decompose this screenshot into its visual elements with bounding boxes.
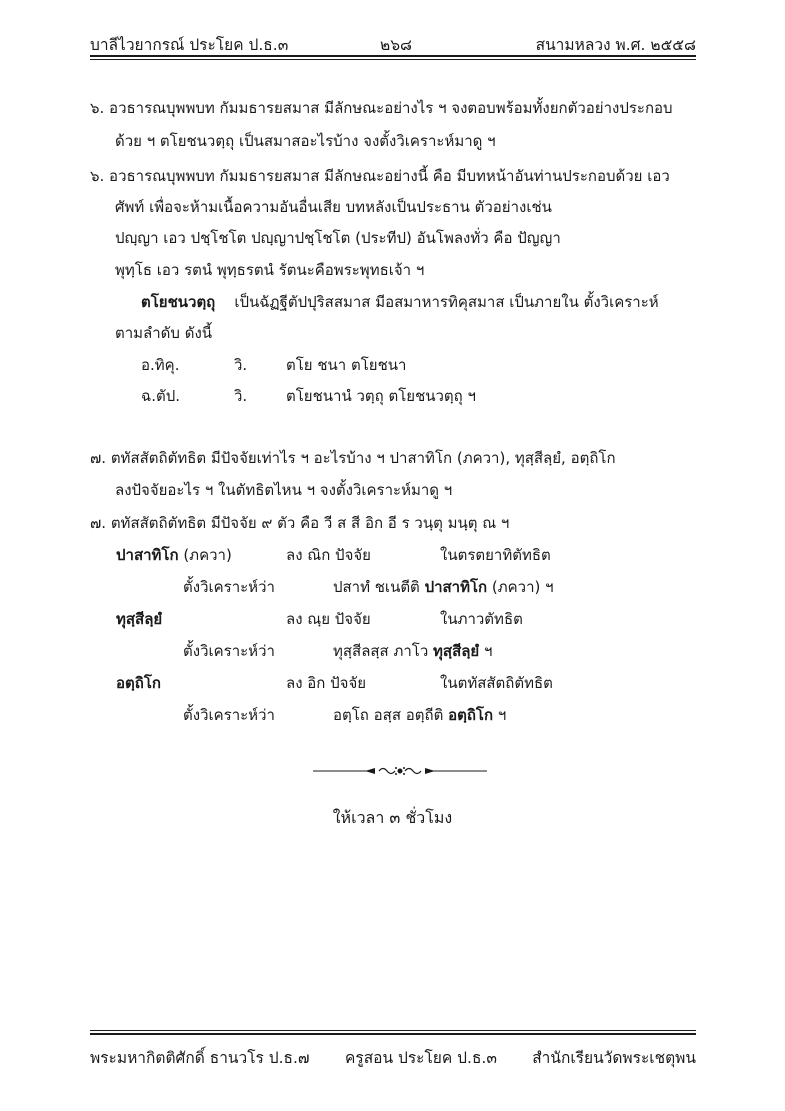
q6-term-desc-2: ตามลำดับ ดังนี้ [115, 324, 213, 342]
header-rule-thin [90, 59, 696, 60]
header-rule-thick [90, 55, 696, 57]
footer-center: ครูสอน ประโยค ป.ธ.๓ [345, 1049, 497, 1067]
q7-question-line-1: ๗. ตทัสสัตถิตัทธิต มีปัจจัยเท่าไร ฯ อะไรบ้าง ฯ ปาสาทิโก (ภควา), ทุสฺสีลฺยํ, อตฺถิโก [90, 449, 616, 467]
q6-question-line-2: ด้วย ฯ ตโยชนวตฺถุ เป็นสมาสอะไรบ้าง จงตั้งวิเคราะห์มาดู ฯ [115, 132, 496, 150]
time-note: ให้เวลา ๓ ชั่วโมง [332, 808, 453, 827]
q6-analysis-text-1: ตโย ชนา ตโยชนา [286, 356, 407, 374]
footer-left: พระมหากิตติศักดิ์ ธานวโร ป.ธ.๗ [90, 1049, 310, 1067]
q6-analysis-vi-2: วิ. [234, 387, 248, 405]
q6-answer-line-4: พุทฺโธ เอว รตนํ พุทฺธรตนํ รัตนะคือพระพุทธเจ้า ฯ [115, 261, 425, 279]
q6-term-line [141, 290, 659, 314]
q7-question-line-2: ลงปัจจัยอะไร ฯ ในตัทธิตไหน ฯ จงตั้งวิเคราะห์มาดู ฯ [115, 481, 453, 499]
q7-item-category-3: ในตทัสสัตถิตัทธิต [440, 674, 553, 692]
q7-item-suffix-3: ลง อิก ปัจจัย [286, 674, 367, 692]
q6-term-desc: เป็นฉัฏฐีตัปปุริสสมาส มีอสมาหารทิคุสมาส เป็นภายใน ตั้งวิเคราะห์ [234, 293, 659, 311]
q6-question-line-1: ๖. อวธารณบุพพบท กัมมธารยสมาส มีลักษณะอย่างไร ฯ จงตอบพร้อมทั้งยกตัวอย่างประกอบ [90, 99, 673, 117]
ornament-divider-icon [313, 766, 487, 776]
q7-item-category-1: ในตรตยาทิตัทธิต [440, 546, 551, 564]
q7-item-analysis-1: ปสาทํ ชเนตีติ ปาสาทิโก (ภควา) ฯ [333, 578, 554, 596]
q7-item-word-1: ปาสาทิโก (ภควา) [116, 546, 232, 564]
page-number: ๒๖๘ [380, 36, 413, 54]
q7-item-word-3: อตฺถิโก [116, 674, 161, 692]
q7-item-suffix-1: ลง ณิก ปัจจัย [286, 546, 371, 564]
q6-analysis-text-2: ตโยชนานํ วตฺถุ ตโยชนวตฺถุ ฯ [286, 387, 476, 405]
footer-right: สำนักเรียนวัดพระเชตุพน [532, 1049, 696, 1067]
q7-item-analysis-2: ทุสฺสีลสฺส ภาโว ทุสฺสีลฺยํ ฯ [333, 642, 493, 660]
header-left: บาลีไวยากรณ์ ประโยค ป.ธ.๓ [90, 36, 289, 54]
q7-item-analysis-3: อตฺโถ อสฺส อตฺถีติ อตฺถิโก ฯ [333, 706, 507, 724]
q6-answer-line-3: ปญฺญา เอว ปชฺโชโต ปญฺญาปชฺโชโต (ประทีป) อันโพลงทั่ว คือ ปัญญา [115, 229, 561, 247]
q7-item-vikrao-label-3: ตั้งวิเคราะห์ว่า [183, 706, 275, 724]
q6-answer-line-1: ๖. อวธารณบุพพบท กัมมธารยสมาส มีลักษณะอย่างนี้ คือ มีบทหน้าอันท่านประกอบด้วย เอว [90, 167, 670, 185]
q6-analysis-vi-1: วิ. [234, 356, 248, 374]
header-right: สนามหลวง พ.ศ. ๒๕๕๘ [535, 36, 696, 54]
q6-term: ตโยชนวตฺถุ [141, 293, 216, 311]
q7-item-word-2: ทุสฺสีลฺยํ [116, 610, 163, 628]
q7-answer-line-1: ๗. ตทัสสัตถิตัทธิต มีปัจจัย ๙ ตัว คือ วี ส สี อิก อี ร วนฺตุ มนฺตุ ณ ฯ [90, 514, 510, 532]
q6-answer-line-2: ศัพท์ เพื่อจะห้ามเนื้อความอันอื่นเสีย บทหลังเป็นประธาน ตัวอย่างเช่น [115, 198, 552, 216]
q6-analysis-label-1: อ.ทิคุ. [141, 356, 180, 374]
q7-item-vikrao-label-1: ตั้งวิเคราะห์ว่า [183, 578, 275, 596]
q6-analysis-label-2: ฉ.ตัป. [141, 387, 181, 405]
footer-rule-thin [90, 1030, 696, 1031]
footer-rule-thick [90, 1033, 696, 1035]
q7-item-category-2: ในภาวตัทธิต [440, 610, 523, 628]
q7-item-suffix-2: ลง ณฺย ปัจจัย [286, 610, 371, 628]
q7-item-vikrao-label-2: ตั้งวิเคราะห์ว่า [183, 642, 275, 660]
